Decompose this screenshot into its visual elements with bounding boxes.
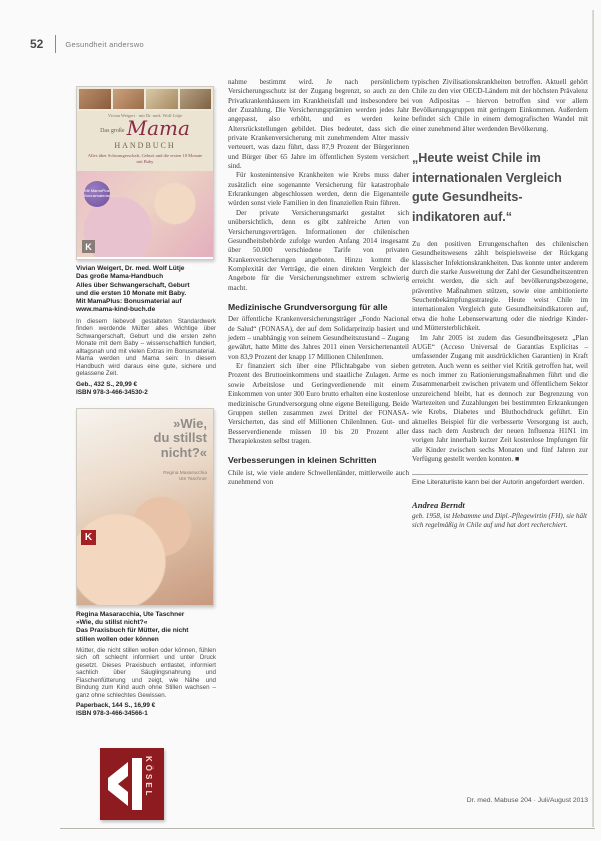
book2-cover-image bbox=[76, 408, 214, 606]
koesel-k-arrow-icon bbox=[108, 758, 142, 810]
book1-format: Geb., 432 S., 29,99 € bbox=[76, 380, 138, 388]
book2-caption bbox=[76, 611, 216, 644]
book1-cover-title-script: Mama bbox=[126, 116, 190, 140]
section-title: Gesundheit anderswo bbox=[65, 39, 145, 49]
book1-isbn: ISBN 978-3-466-34530-2 bbox=[76, 388, 148, 396]
book1-cover-title-block bbox=[77, 111, 213, 171]
book2-isbn: ISBN 978-3-466-34566-1 bbox=[76, 710, 148, 718]
book1-cover-title-pre: Das große bbox=[100, 128, 125, 135]
book1-subtitle-2: und die ersten 10 Monate mit Baby. bbox=[76, 289, 187, 297]
body-paragraph: Er finanziert sich über eine Pflichtabgabe von sieben Prozent des Bruttoeinkommens und staatliche Zulagen. Arme sowie Arbeitslose und Geringverdienende mit einem Einkommen von unter 300 Euro brutto erhalten eine kostenlose medizinische Grundversorgung ohne eigene Beteiligung. Beide Gruppen stellen zusammen zwei Drittel der FONASA-Versicherten, das sind elf Millionen ChilenInnen. Gut- und Besserverdienende müssen 10 bis 20 Prozent aller Therapiekosten selbst tragen. bbox=[228, 362, 409, 445]
koesel-mark-icon: K bbox=[81, 530, 96, 545]
book2-cover-title-line1: »Wie, bbox=[173, 415, 207, 431]
subheading-grundversorgung: Medizinische Grundversorgung für alle bbox=[228, 301, 388, 312]
book1-caption bbox=[76, 265, 216, 315]
book1-subtitle-1: Alles über Schwangerschaft, Geburt bbox=[76, 281, 190, 289]
page-number: 52 bbox=[30, 37, 44, 51]
author-name: Andrea Berndt bbox=[412, 499, 465, 510]
body-paragraph: typischen Zivilisationskrankheiten betroffen. Aktuell gehört Chile zu den vier OECD-Ländern mit der höchsten Prävalenz von Adipositas – hiervon betroffen sind vor allem Bevölkerungsgruppen mit geringem Einkommen. Außerdem befindet sich Chile in einem demografischen Wandel mit einer zunehmend älter werdenden Bevölkerung. bbox=[412, 78, 588, 133]
book1-cover-subtitle: Alles über Schwangerschaft, Geburt und die ersten 10 Monate mit Baby bbox=[87, 153, 203, 164]
book2-cover-author2: Ute Taschner bbox=[178, 476, 207, 482]
body-paragraph: nahme bestimmt wird. Je nach persönlichem Versicherungsschutz ist der Zugang begrenzt, so auch zu den Privatkrankenhäusern im Krankheitsfall und insbesondere bei der Zuzahlung. Die Versicherungsprämien werden jedes Jahr angepasst, also erhöht, und es werden keine Altersrückstellungen gebildet. Dies bedeutet, dass sich die private Krankenversicherung mit zunehmendem Alter massiv verteuert, was dazu führt, dass 87,9 Prozent der Bürgerinnen und Bürger über 65 Jahre im öffentlichen System versichert sind. bbox=[228, 78, 409, 171]
cover-photo-thumb bbox=[79, 89, 111, 109]
book1-website-link: www.mama-kind-buch.de bbox=[76, 306, 156, 314]
book1-cover-photo-strip bbox=[77, 87, 213, 111]
book1-title: Das große Mama-Handbuch bbox=[76, 273, 164, 281]
book2-description: Mütter, die nicht stillen wollen oder können, fühlen sich oft schlecht informiert und unter Druck gesetzt. Dieses Praxisbuch entlastet, informiert sachlich über Säuglingsnahrung und Flaschenfütterung und zeigt, wie Nähe und Bindung zum Kind auch ohne Stillen wachsen – ganz ohne schlechtes Gewissen. bbox=[76, 646, 216, 699]
body-paragraph: Zu den positiven Errungenschaften des chilenischen Gesundheitswesens zählt beispielsweise der Rückgang klassischer Infektionskrankheiten. Das konnte unter anderem durch die starke Ausweitung der Zahl der Gesundheitszentren erreicht werden, die sich auf bevölkerungsbezogene, präventive Maßnahmen stützen, sowie eine ambitionierte Seuchenbekämpfungsstrategie. Heute weist Chile im internationalen Vergleich gute Gesundheitsindikatoren auf, etwa die hohe Lebenserwartung oder die niedrige Kinder- und Müttersterblichkeit. bbox=[412, 240, 588, 333]
cover-photo-thumb bbox=[113, 89, 145, 109]
body-paragraph: Der private Versicherungsmarkt gestaltet sich unübersichtlich, denn es gibt zahlreiche Arten von Versicherungsverträgen. Informationen der chilenischen Gesundheitsbehörde zufolge wurden Anfang 2014 insgesamt über 50.000 verschiedene Tarife von privaten Krankenversicherungen angeboten. Hinzu kommt die Komplexität der Verträge, die einen direkten Vergleich der Angebote für die Versicherungsnehmer extrem schwierig macht. bbox=[228, 208, 409, 292]
book2-cover-title-line2: du stillst bbox=[153, 430, 207, 446]
book1-credit: Vivian Weigert, Dr. med. Wolf Lütje bbox=[76, 265, 185, 272]
koesel-publisher-logo bbox=[100, 748, 164, 820]
article-column-right bbox=[412, 78, 588, 530]
book1-cover-photo bbox=[77, 171, 213, 257]
book2-cover-title-line3: nicht?« bbox=[160, 444, 207, 460]
book1-format-price bbox=[76, 381, 216, 397]
magazine-issue-footer: Dr. med. Mabuse 204 · Juli/August 2013 bbox=[466, 797, 588, 804]
body-paragraph: Für kostenintensive Krankheiten wie Krebs muss daher zusätzlich eine sogenannte Versicherung für katastrophale Erkrankungen abgeschlossen werden, denn die Eigenanteile würden sonst viele Familien in den finanziellen Ruin führen. bbox=[228, 171, 409, 208]
koesel-logo-word: KÖSEL bbox=[144, 756, 153, 799]
mamaplus-badge: Mit MamaPlus Bonusmaterial bbox=[84, 181, 110, 207]
book1-cover-image bbox=[76, 86, 214, 260]
book1-extra-1: Mit MamaPlus: Bonusmaterial auf bbox=[76, 298, 182, 306]
subheading-verbesserungen: Verbesserungen in kleinen Schritten bbox=[228, 455, 377, 466]
book2-subtitle-1: Das Praxisbuch für Mütter, die nicht bbox=[76, 627, 189, 635]
book1-cover-authors: Vivian Weigert · mit Dr. med. Wolf Lütje bbox=[107, 113, 183, 118]
book2-cover-title bbox=[154, 417, 207, 461]
page-bottom-edge bbox=[60, 828, 595, 829]
book-ads-sidebar bbox=[76, 86, 216, 718]
book2-format: Paperback, 144 S., 16,99 € bbox=[76, 702, 156, 710]
page-right-edge bbox=[592, 10, 594, 827]
book2-title: »Wie, du stillst nicht?« bbox=[76, 619, 148, 627]
header-divider bbox=[55, 35, 56, 53]
book2-cover-authors bbox=[163, 471, 207, 483]
koesel-mark-icon: K bbox=[82, 240, 95, 253]
page-header bbox=[30, 34, 144, 54]
body-paragraph: Im Jahr 2005 ist zudem das Gesundheitsgesetz „Plan AUGE“ (Acceso Universal de Garantías Explícitas – umfassender Zugang mit ausdrücklichen Garantien) in Kraft getreten. Auch wenn es seither viel Kritik getroffen hat, weil es noch immer zu Rationierungsmaßnahmen führt und die Zusammenarbeit zwischen privatem und öffentlichem Sektor unzureichend bleibt, hat es dennoch zur Begrenzung von Wartezeiten und Zuzahlungen bei bestimmten Erkrankungen wie Krebs, Diabetes und Bluthochdruck geführt. Ein aktuelles Beispiel für die verbesserte Versorgung ist auch, dass nach dem Ausbruch der neuen Influenza H1N1 im vorigen Jahr innerhalb kurzer Zeit kostenlose Impfungen für alle Kinder zwischen sechs Monaten und fünf Jahren zur Verfügung gestellt werden konnten. ■ bbox=[412, 333, 588, 463]
book2-format-price bbox=[76, 702, 216, 718]
book2-cover-author1: Regina Masaracchia bbox=[163, 470, 207, 476]
article-column-middle bbox=[228, 78, 409, 487]
body-paragraph: Chile ist, wie viele andere Schwellenländer, mittlerweile auch zunehmend von bbox=[228, 468, 409, 487]
literature-footnote: Eine Literaturliste kann bei der Autorin angefordert werden. bbox=[412, 474, 588, 487]
cover-photo-thumb bbox=[146, 89, 178, 109]
book2-credit: Regina Masaracchia, Ute Taschner bbox=[76, 610, 185, 618]
author-bio: geb. 1958, ist Hebamme und Dipl.-Pflegewirtin (FH), sie hält sich regelmäßig in Chile auf und hat dort recherchiert. bbox=[412, 512, 587, 530]
cover-photo-thumb bbox=[180, 89, 212, 109]
book2-subtitle-2: stillen wollen oder können bbox=[76, 635, 159, 643]
book1-description: In diesem liebevoll gestalteten Standardwerk finden werdende Mütter alles Wichtige über Schwangerschaft, Geburt und die ersten zehn Monate mit dem Baby – wissenschaftlich fundiert, alltagsnah und mit vielen Extras im Bonusmaterial. Mama werden und Mama sein: In diesem Handbuch wird daraus eine gute, sichere und gelassene Zeit. bbox=[76, 317, 216, 378]
pull-quote: „Heute weist Chile im internationalen Vergleich gute Gesundheits- indikatoren auf.“ bbox=[412, 151, 562, 224]
body-paragraph: Der öffentliche Krankenversicherungsträger „Fondo Nacional de Salud“ (FONASA), der auf dem Solidarprinzip basiert und jedem – unabhängig von seinem Gesundheitszustand – Zugang gewährt, hatte Mitte des Jahres 2011 einen Versichertenanteil von 83,9 Prozent der knapp 17 Millionen ChilenInnen. bbox=[228, 315, 409, 361]
book1-cover-title-post: HANDBUCH bbox=[114, 141, 176, 150]
